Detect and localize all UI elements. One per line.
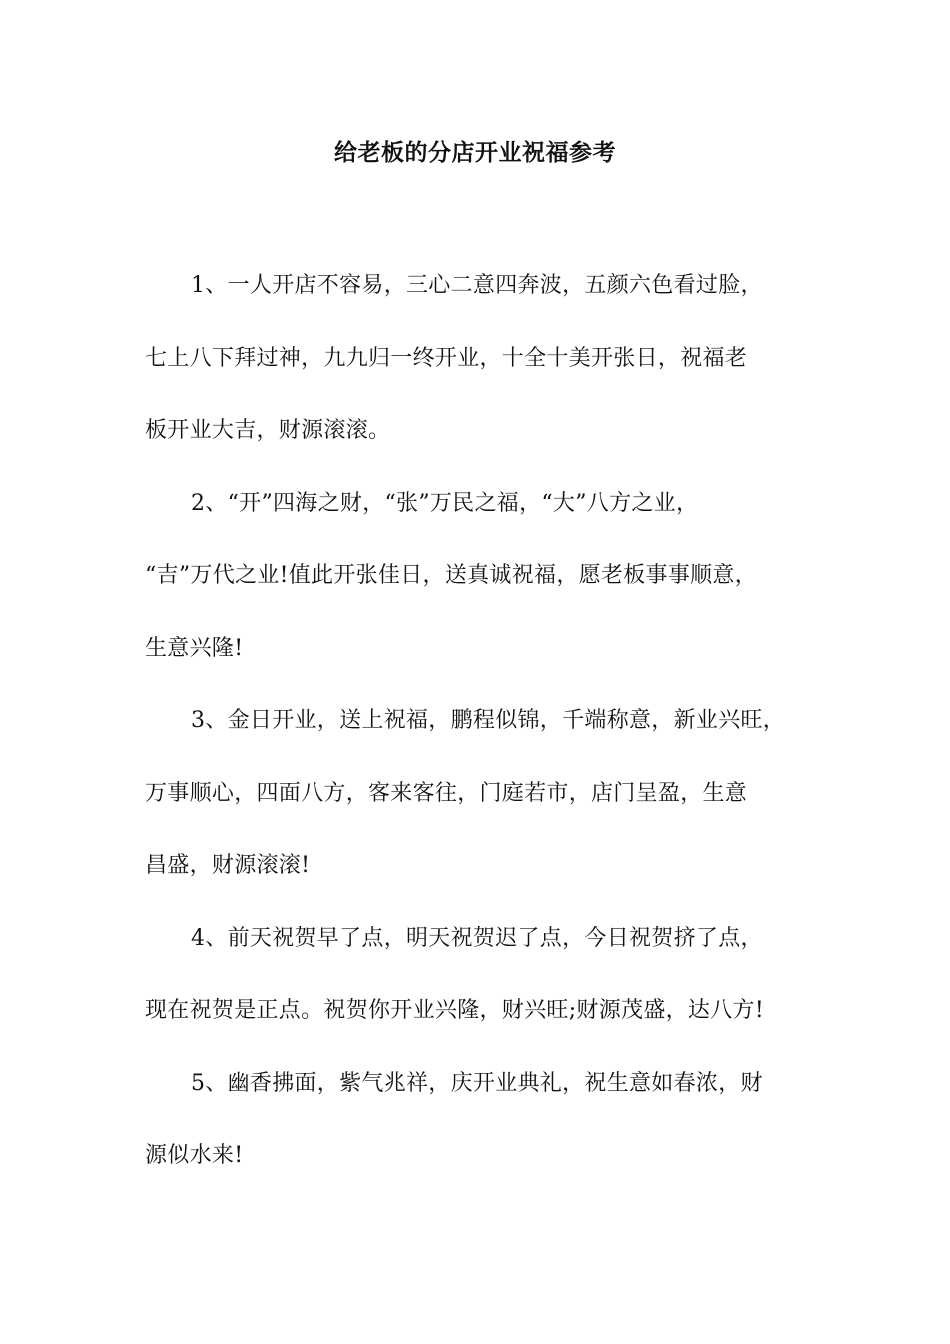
paragraph-line: 2、“开”四海之财，“张”万民之福，“大”八方之业，: [191, 490, 699, 516]
paragraph-3: [145, 685, 825, 903]
document-title: 给老板的分店开业祝福参考: [334, 139, 616, 166]
paragraph-line: 4、前天祝贺早了点，明天祝贺迟了点，今日祝贺挤了点，: [191, 925, 763, 951]
paragraph-5: [145, 1048, 825, 1193]
paragraph-line: 1、一人开店不容易，三心二意四奔波，五颜六色看过脸，: [191, 273, 763, 298]
paragraph-line: 板开业大吉，财源滚滚。: [145, 418, 391, 443]
paragraph-line: 5、幽香拂面，紫气兆祥，庆开业典礼，祝生意如春浓，财: [191, 1070, 763, 1096]
paragraph-1: [145, 250, 825, 468]
paragraph-line: 昌盛，财源滚滚!: [145, 853, 311, 878]
document-body: [145, 250, 825, 1193]
paragraph-2: [145, 468, 825, 686]
paragraph-line: “吉”万代之业!值此开张佳日，送真诚祝福，愿老板事事顺意，: [145, 563, 758, 588]
paragraph-line: 万事顺心，四面八方，客来客往，门庭若市，店门呈盈，生意: [145, 780, 748, 806]
paragraph-line: 源似水来!: [145, 1143, 244, 1168]
paragraph-line: 3、金日开业，送上祝福，鹏程似锦，千端称意，新业兴旺，: [191, 708, 786, 733]
paragraph-line: 七上八下拜过神，九九归一终开业，十全十美开张日，祝福老: [145, 345, 748, 371]
paragraph-line: 生意兴隆!: [145, 635, 244, 661]
paragraph-4: [145, 903, 825, 1048]
paragraph-line: 现在祝贺是正点。祝贺你开业兴隆，财兴旺;财源茂盛，达八方!: [145, 998, 764, 1023]
